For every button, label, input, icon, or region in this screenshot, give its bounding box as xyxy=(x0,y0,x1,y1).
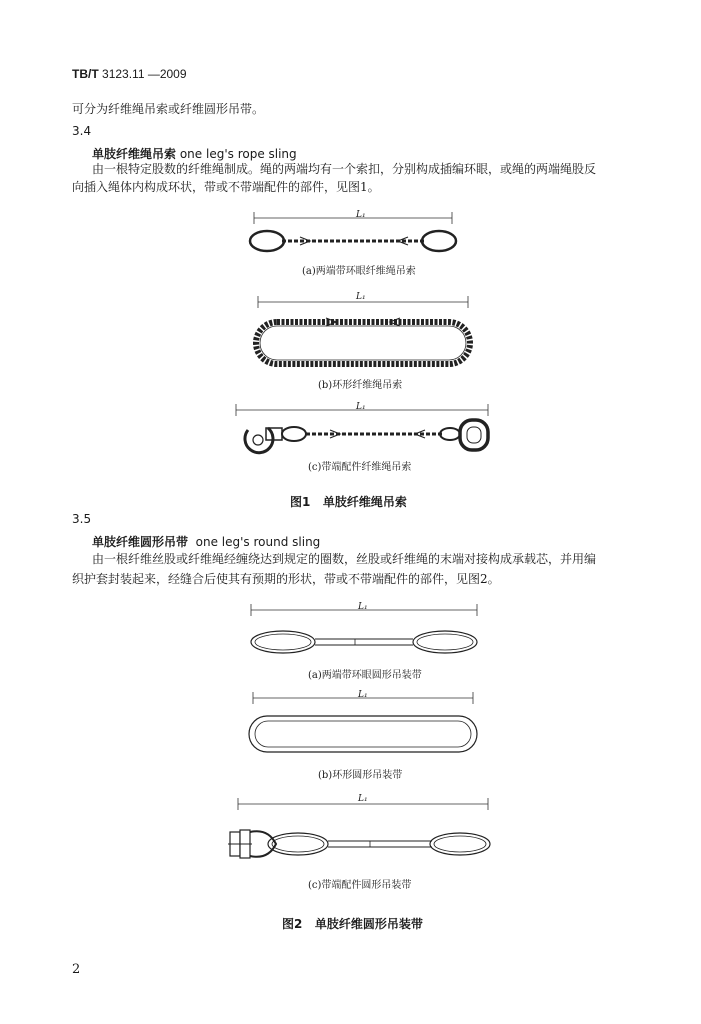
definition-3-5-line2: 织护套封装起来，经缝合后使其有预期的形状，带或不带端配件的部件，见图2。 xyxy=(72,572,500,586)
section-number-3-5: 3.5 xyxy=(72,512,92,526)
definition-3-4-line2: 向插入绳体内构成环状，带或不带端配件的部件，见图1。 xyxy=(72,180,380,194)
definition-3-4-line1: 由一根特定股数的纤维绳制成。绳的两端均有一个索扣，分别构成插编环眼，或绳的两端绳股反 xyxy=(92,162,597,176)
standard-prefix: TB/T xyxy=(72,67,99,81)
figure-1c-caption: (c)带端配件纤维绳吊索 xyxy=(308,462,412,473)
figure-2c-caption: (c)带端配件圆形吊装带 xyxy=(308,880,412,891)
figure-1-text: 单肢纤维绳吊索 xyxy=(322,495,407,509)
figure-2-text: 单肢纤维圆形吊装带 xyxy=(314,917,423,931)
term-en-3-4: one leg's rope sling xyxy=(179,147,297,161)
standard-code xyxy=(72,67,187,81)
figure-2c-drawing xyxy=(220,792,500,872)
standard-number: 3123.11 —2009 xyxy=(102,67,187,81)
figure-1c-dim-label: L₁ xyxy=(356,402,366,412)
definition-3-5-line1: 由一根纤维丝股或纤维绳经缠绕达到规定的圈数，丝股或纤维绳的末端对接构成承载芯，并用编 xyxy=(92,552,597,566)
figure-1-number: 图1 xyxy=(290,495,311,509)
figure-1b-dim-label: L₁ xyxy=(356,292,366,302)
figure-1a-caption: (a)两端带环眼纤维绳吊索 xyxy=(302,266,416,277)
figure-1b-caption: (b)环形纤维绳吊索 xyxy=(318,380,403,391)
figure-1-title xyxy=(290,493,407,510)
page-number: 2 xyxy=(72,962,81,977)
term-3-5 xyxy=(92,533,320,550)
figure-1a-dim-label: L₁ xyxy=(356,210,366,220)
figure-2-title xyxy=(282,915,423,932)
term-en-3-5: one leg's round sling xyxy=(195,535,321,549)
section-number-3-4: 3.4 xyxy=(72,124,92,138)
figure-1b-drawing xyxy=(250,290,480,370)
intro-line: 可分为纤维绳吊索或纤维圆形吊带。 xyxy=(72,102,265,116)
term-zh-3-4: 单肢纤维绳吊索 xyxy=(92,147,177,161)
figure-2b-caption: (b)环形圆形吊装带 xyxy=(318,770,403,781)
figure-2c-dim-label: L₁ xyxy=(358,794,368,804)
figure-2a-dim-label: L₁ xyxy=(358,602,368,612)
term-zh-3-5: 单肢纤维圆形吊带 xyxy=(92,535,189,549)
figure-2-number: 图2 xyxy=(282,917,303,931)
figure-2a-caption: (a)两端带环眼圆形吊装带 xyxy=(308,670,422,681)
figure-2b-dim-label: L₁ xyxy=(358,690,368,700)
figure-1a-drawing xyxy=(240,210,470,260)
